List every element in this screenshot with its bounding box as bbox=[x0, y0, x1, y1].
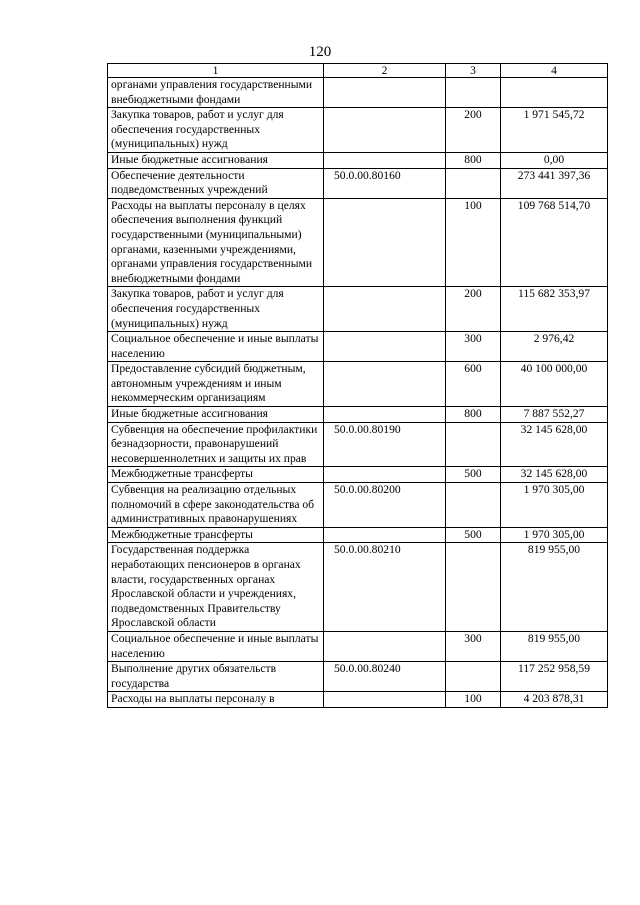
amount-cell: 115 682 353,97 bbox=[501, 287, 608, 332]
expense-name-cell: Социальное обеспечение и иные выплаты населению bbox=[108, 332, 324, 362]
column-header: 1 bbox=[108, 64, 324, 78]
amount-cell: 7 887 552,27 bbox=[501, 407, 608, 423]
amount-cell: 4 203 878,31 bbox=[501, 692, 608, 708]
expense-type-cell bbox=[446, 543, 501, 632]
table-body bbox=[108, 78, 608, 708]
budget-table bbox=[107, 63, 608, 708]
expense-type-cell: 300 bbox=[446, 332, 501, 362]
target-code-cell bbox=[324, 332, 446, 362]
expense-type-cell: 800 bbox=[446, 407, 501, 423]
expense-type-cell bbox=[446, 662, 501, 692]
target-code-cell bbox=[324, 631, 446, 661]
target-code-cell bbox=[324, 287, 446, 332]
target-code-cell: 50.0.00.80240 bbox=[324, 662, 446, 692]
expense-type-cell: 500 bbox=[446, 467, 501, 483]
table-row bbox=[108, 527, 608, 543]
expense-type-cell: 300 bbox=[446, 631, 501, 661]
expense-name-cell: Иные бюджетные ассигнования bbox=[108, 152, 324, 168]
target-code-cell bbox=[324, 692, 446, 708]
page-number: 120 bbox=[308, 44, 332, 60]
amount-cell: 32 145 628,00 bbox=[501, 422, 608, 467]
amount-cell: 32 145 628,00 bbox=[501, 467, 608, 483]
expense-type-cell: 200 bbox=[446, 108, 501, 153]
column-header: 2 bbox=[324, 64, 446, 78]
target-code-cell bbox=[324, 467, 446, 483]
expense-type-cell: 100 bbox=[446, 198, 501, 287]
table-row bbox=[108, 78, 608, 108]
expense-type-cell: 100 bbox=[446, 692, 501, 708]
amount-cell: 117 252 958,59 bbox=[501, 662, 608, 692]
expense-type-cell bbox=[446, 422, 501, 467]
table-row bbox=[108, 108, 608, 153]
table-row bbox=[108, 631, 608, 661]
expense-name-cell: Расходы на выплаты персоналу в bbox=[108, 692, 324, 708]
table-row bbox=[108, 422, 608, 467]
table-row bbox=[108, 692, 608, 708]
amount-cell: 109 768 514,70 bbox=[501, 198, 608, 287]
target-code-cell bbox=[324, 198, 446, 287]
expense-name-cell: Межбюджетные трансферты bbox=[108, 467, 324, 483]
table-row bbox=[108, 362, 608, 407]
table-row bbox=[108, 287, 608, 332]
amount-cell: 273 441 397,36 bbox=[501, 168, 608, 198]
expense-name-cell: Субвенция на реализацию отдельных полномочий в сфере законодательства об административных правонарушениях bbox=[108, 483, 324, 528]
target-code-cell: 50.0.00.80160 bbox=[324, 168, 446, 198]
table-row bbox=[108, 198, 608, 287]
table-row bbox=[108, 332, 608, 362]
table-row bbox=[108, 543, 608, 632]
expense-name-cell: Закупка товаров, работ и услуг для обеспечения государственных (муниципальных) нужд bbox=[108, 108, 324, 153]
target-code-cell: 50.0.00.80190 bbox=[324, 422, 446, 467]
amount-cell: 1 970 305,00 bbox=[501, 527, 608, 543]
amount-cell: 1 971 545,72 bbox=[501, 108, 608, 153]
column-header: 3 bbox=[446, 64, 501, 78]
table-row bbox=[108, 467, 608, 483]
expense-type-cell: 200 bbox=[446, 287, 501, 332]
expense-name-cell: Социальное обеспечение и иные выплаты населению bbox=[108, 631, 324, 661]
expense-name-cell: органами управления государственными внебюджетными фондами bbox=[108, 78, 324, 108]
expense-type-cell bbox=[446, 168, 501, 198]
table-row bbox=[108, 483, 608, 528]
expense-name-cell: Субвенция на обеспечение профилактики безнадзорности, правонарушений несовершеннолетних и защиты их прав bbox=[108, 422, 324, 467]
expense-name-cell: Предоставление субсидий бюджетным, автономным учреждениям и иным некоммерческим организациям bbox=[108, 362, 324, 407]
table-row bbox=[108, 407, 608, 423]
amount-cell: 819 955,00 bbox=[501, 543, 608, 632]
expense-name-cell: Государственная поддержка неработающих пенсионеров в органах власти, государственных органах Ярославской области и учреждениях, подведомственных Правительству Ярославской области bbox=[108, 543, 324, 632]
target-code-cell bbox=[324, 527, 446, 543]
expense-name-cell: Выполнение других обязательств государства bbox=[108, 662, 324, 692]
table-row bbox=[108, 168, 608, 198]
expense-type-cell bbox=[446, 483, 501, 528]
expense-type-cell bbox=[446, 78, 501, 108]
amount-cell: 0,00 bbox=[501, 152, 608, 168]
table-header-row bbox=[108, 64, 608, 78]
expense-type-cell: 500 bbox=[446, 527, 501, 543]
target-code-cell bbox=[324, 108, 446, 153]
table-row bbox=[108, 662, 608, 692]
amount-cell: 2 976,42 bbox=[501, 332, 608, 362]
amount-cell: 1 970 305,00 bbox=[501, 483, 608, 528]
expense-name-cell: Расходы на выплаты персоналу в целях обеспечения выполнения функций государственными (муниципальными) органами, казенными учреждениями, органами управления государственными внебюджетными фондами bbox=[108, 198, 324, 287]
expense-name-cell: Закупка товаров, работ и услуг для обеспечения государственных (муниципальных) нужд bbox=[108, 287, 324, 332]
expense-name-cell: Иные бюджетные ассигнования bbox=[108, 407, 324, 423]
expense-type-cell: 800 bbox=[446, 152, 501, 168]
target-code-cell bbox=[324, 78, 446, 108]
column-header: 4 bbox=[501, 64, 608, 78]
target-code-cell: 50.0.00.80210 bbox=[324, 543, 446, 632]
expense-type-cell: 600 bbox=[446, 362, 501, 407]
expense-name-cell: Обеспечение деятельности подведомственных учреждений bbox=[108, 168, 324, 198]
table-row bbox=[108, 152, 608, 168]
amount-cell: 40 100 000,00 bbox=[501, 362, 608, 407]
target-code-cell bbox=[324, 152, 446, 168]
amount-cell: 819 955,00 bbox=[501, 631, 608, 661]
target-code-cell bbox=[324, 407, 446, 423]
expense-name-cell: Межбюджетные трансферты bbox=[108, 527, 324, 543]
amount-cell bbox=[501, 78, 608, 108]
target-code-cell bbox=[324, 362, 446, 407]
target-code-cell: 50.0.00.80200 bbox=[324, 483, 446, 528]
